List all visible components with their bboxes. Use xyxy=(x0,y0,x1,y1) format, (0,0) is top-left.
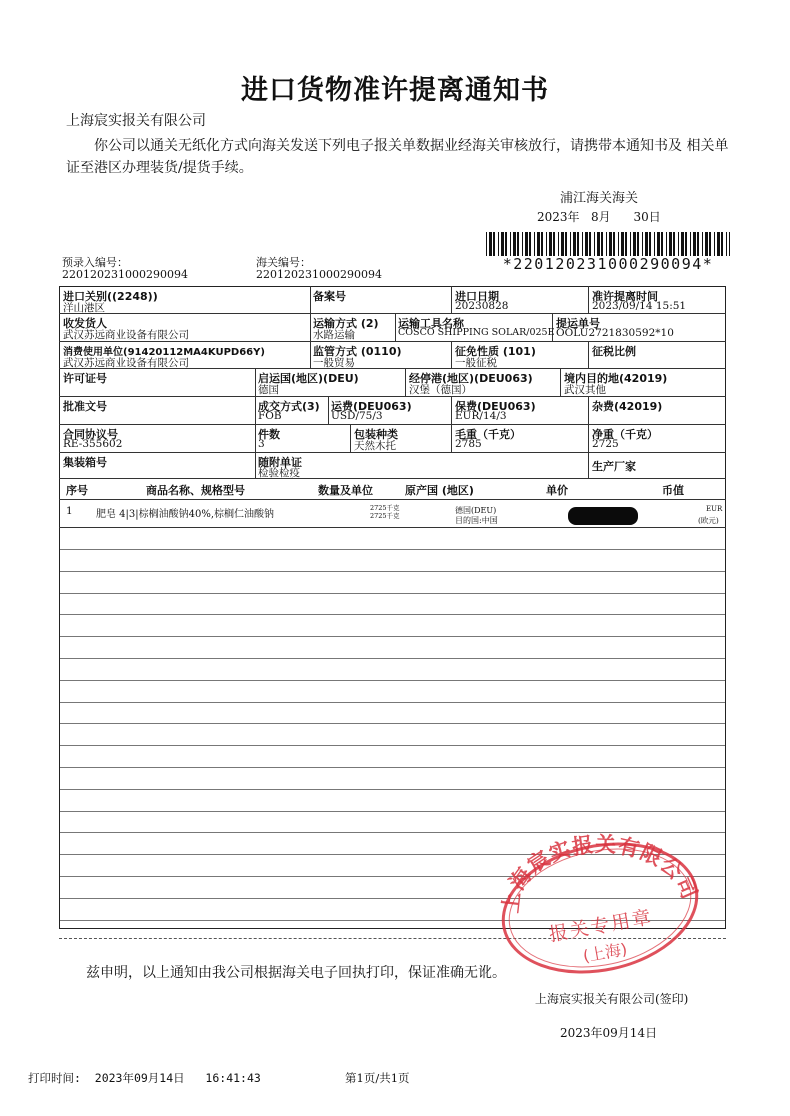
freight-value: USD/75/3 xyxy=(331,410,383,422)
misc-fee-label: 杂费(42019) xyxy=(592,400,663,413)
release-time-label: 准许提离时间 xyxy=(592,290,658,303)
print-time: 打印时间: 2023年09月14日 16:41:43 xyxy=(28,1071,261,1085)
barcode-bar xyxy=(625,232,627,256)
barcode-bar xyxy=(505,232,507,256)
company-seal xyxy=(492,826,707,976)
barcode-bar xyxy=(522,232,523,256)
entry-port-label: 进口关别((2248)) xyxy=(63,290,158,303)
customs-no-label: 海关编号： xyxy=(256,256,311,269)
transport-mode-label: 运输方式 (2) xyxy=(313,317,379,330)
barcode-bar xyxy=(633,232,636,256)
goods-rule-line xyxy=(60,767,725,768)
seal-company-text: 上海宸实报关有限公司 xyxy=(498,832,703,915)
goods-row-origin-2: 目的国:中国 xyxy=(455,516,498,525)
insurance-label: 保费(DEU063) xyxy=(455,400,536,413)
barcode-bar xyxy=(721,232,723,256)
barcode-bar xyxy=(529,232,531,256)
goods-row-origin-1: 德国(DEU) xyxy=(455,506,497,515)
barcode-bar xyxy=(589,232,591,256)
barcode-bar xyxy=(669,232,672,256)
barcode-bar xyxy=(570,232,571,256)
barcode-bar xyxy=(489,232,492,256)
goods-rule-line xyxy=(60,614,725,615)
goods-rule-line xyxy=(60,571,725,572)
barcode-bar xyxy=(558,232,559,256)
package-type-value: 天然木托 xyxy=(354,440,396,452)
consignee-label: 收发货人 xyxy=(63,317,107,330)
barcode-bar xyxy=(618,232,619,256)
goods-rule-line xyxy=(60,745,725,746)
attached-docs-label: 随附单证 xyxy=(258,456,302,469)
barcode-bar xyxy=(549,232,552,256)
notice-body: 你公司以通关无纸化方式向海关发送下列电子报关单数据业经海关审核放行，请携带本通知书及 相关单证至港区办理装货/提货手续。 xyxy=(66,138,729,176)
tax-ratio-label: 征税比例 xyxy=(592,345,636,358)
packages-value: 3 xyxy=(258,438,265,450)
goods-row-currency-2: (欧元) xyxy=(698,516,719,525)
pre-entry-value: 220120231000290094 xyxy=(62,268,188,281)
barcode-bar xyxy=(582,232,583,256)
barcode-bar xyxy=(681,232,684,256)
barcode-bar xyxy=(690,232,691,256)
bill-no-label: 提运单号 xyxy=(556,317,600,330)
origin-country-value: 德国 xyxy=(258,384,279,396)
gross-weight-value: 2785 xyxy=(455,438,482,450)
transit-port-label: 经停港(地区)(DEU063) xyxy=(409,372,533,385)
seal-location-text: (上海) xyxy=(581,939,629,966)
goods-row-currency-1: EUR xyxy=(706,505,723,513)
goods-col-seq: 序号 xyxy=(66,484,88,497)
barcode-bar xyxy=(705,232,708,256)
vessel-value: COSCO SHIPPING SOLAR/025E xyxy=(398,327,555,338)
transit-port-value: 汉堡（德国） xyxy=(409,384,472,396)
document-title: 进口货物准许提离通知书 xyxy=(241,75,549,106)
barcode-bar xyxy=(597,232,600,256)
barcode-bar xyxy=(661,232,663,256)
barcode-bar xyxy=(501,232,504,256)
contract-label: 合同协议号 xyxy=(63,428,118,441)
seal-purpose-text: 报关专用章 xyxy=(547,906,655,947)
approval-no-label: 批准文号 xyxy=(63,400,107,413)
sign-date: 2023年09月14日 xyxy=(560,1026,658,1040)
declaration-text: 兹申明，以上通知由我公司根据海关电子回执打印，保证准确无讹。 xyxy=(86,965,506,981)
barcode-bar xyxy=(645,232,648,256)
svg-text:上海宸实报关有限公司 xyxy=(498,832,702,914)
net-weight-value: 2725 xyxy=(592,438,619,450)
consumer-label: 消费使用单位(91420112MA4KUPD66Y) xyxy=(63,347,265,358)
goods-row-name: 肥皂 4|3|棕榈油酸钠40%,棕榈仁油酸钠 xyxy=(96,509,275,520)
pre-entry-label: 预录入编号： xyxy=(62,256,128,269)
goods-rule-line xyxy=(60,789,725,790)
barcode-bar xyxy=(621,232,624,256)
barcode-bar xyxy=(553,232,555,256)
barcode-bar xyxy=(565,232,567,256)
transport-mode-value: 水路运输 xyxy=(313,329,355,341)
supervision-label: 监管方式 (0110) xyxy=(313,345,402,358)
goods-row-seq: 1 xyxy=(66,505,73,517)
page-indicator: 第1页/共1页 xyxy=(345,1071,410,1085)
barcode-bar xyxy=(673,232,675,256)
insurance-value: EUR/14/3 xyxy=(455,410,507,422)
barcode-bar xyxy=(717,232,720,256)
barcode-bar xyxy=(666,232,667,256)
barcode-bar xyxy=(573,232,576,256)
goods-rule-line xyxy=(60,702,725,703)
import-date-value: 20230828 xyxy=(455,300,509,312)
barcode-bar xyxy=(510,232,511,256)
packages-label: 件数 xyxy=(258,428,280,441)
barcode-bar xyxy=(525,232,528,256)
goods-rule-line xyxy=(60,680,725,681)
barcode-bar xyxy=(649,232,651,256)
levy-nature-label: 征免性质 (101) xyxy=(455,345,536,358)
barcode-bar xyxy=(654,232,655,256)
barcode-bar xyxy=(561,232,564,256)
barcode xyxy=(486,232,730,256)
barcode-bar xyxy=(657,232,660,256)
origin-country-label: 启运国(地区)(DEU) xyxy=(258,372,359,385)
goods-rule-line xyxy=(60,549,725,550)
barcode-text: *220120231000290094* xyxy=(502,255,714,273)
customs-no-value: 220120231000290094 xyxy=(256,268,382,281)
barcode-bar xyxy=(693,232,696,256)
deal-mode-value: FOB xyxy=(258,410,282,422)
license-label: 许可证号 xyxy=(63,372,107,385)
goods-rule-line xyxy=(60,811,725,812)
package-type-label: 包装种类 xyxy=(354,428,398,441)
barcode-bar xyxy=(513,232,516,256)
barcode-bar xyxy=(714,232,715,256)
recipient-company: 上海宸实报关有限公司 xyxy=(66,113,206,129)
barcode-bar xyxy=(486,232,487,256)
levy-nature-value: 一般征税 xyxy=(455,357,497,369)
barcode-bar xyxy=(709,232,711,256)
deal-mode-label: 成交方式(3) xyxy=(258,400,320,413)
goods-rule-line xyxy=(60,658,725,659)
manufacturer-label: 生产厂家 xyxy=(592,460,636,473)
goods-row-qty-2: 2725千克 xyxy=(370,512,400,520)
redacted-unit-price xyxy=(568,507,638,525)
barcode-bar xyxy=(541,232,543,256)
freight-label: 运费(DEU063) xyxy=(331,400,412,413)
domestic-dest-label: 境内目的地(42019) xyxy=(564,372,668,385)
domestic-dest-value: 武汉其他 xyxy=(564,384,606,396)
barcode-bar xyxy=(697,232,699,256)
barcode-bar xyxy=(630,232,631,256)
barcode-bar xyxy=(642,232,643,256)
record-no-label: 备案号 xyxy=(313,290,346,303)
goods-rule-line xyxy=(60,723,725,724)
bill-no-value: OOLU2721830592*10 xyxy=(556,327,674,339)
barcode-bar xyxy=(594,232,595,256)
gross-weight-label: 毛重（千克） xyxy=(455,428,521,441)
goods-col-name: 商品名称、规格型号 xyxy=(146,484,245,497)
notice-date: 2023年 8月 30日 xyxy=(537,210,661,224)
net-weight-label: 净重（千克） xyxy=(592,428,658,441)
barcode-bar xyxy=(726,232,727,256)
consumer-value: 武汉苏远商业设备有限公司 xyxy=(63,357,189,369)
barcode-bar xyxy=(702,232,703,256)
container-no-label: 集装箱号 xyxy=(63,456,107,469)
barcode-bar xyxy=(498,232,499,256)
barcode-bar xyxy=(729,232,730,256)
goods-col-price: 单价 xyxy=(546,484,568,497)
barcode-bar xyxy=(601,232,603,256)
barcode-bar xyxy=(606,232,607,256)
barcode-bar xyxy=(537,232,540,256)
barcode-bar xyxy=(678,232,679,256)
barcode-bar xyxy=(493,232,495,256)
barcode-bar xyxy=(534,232,535,256)
barcode-bar xyxy=(613,232,615,256)
attached-docs-value: 检验检疫 xyxy=(258,467,300,479)
goods-row-qty-1: 2725千克 xyxy=(370,504,400,512)
barcode-bar xyxy=(609,232,612,256)
signature: 上海宸实报关有限公司(签印) xyxy=(535,992,689,1006)
goods-col-origin: 原产国 (地区) xyxy=(405,484,474,497)
entry-port-value: 洋山港区 xyxy=(63,302,105,314)
contract-value: RE-355602 xyxy=(63,438,123,450)
barcode-bar xyxy=(577,232,579,256)
barcode-bar xyxy=(585,232,588,256)
supervision-value: 一般贸易 xyxy=(313,357,355,369)
barcode-bar xyxy=(637,232,639,256)
goods-rule-line xyxy=(60,593,725,594)
goods-col-qty: 数量及单位 xyxy=(318,484,373,497)
barcode-bar xyxy=(546,232,547,256)
consignee-value: 武汉苏远商业设备有限公司 xyxy=(63,329,189,341)
vessel-label: 运输工具名称 xyxy=(398,317,464,330)
import-date-label: 进口日期 xyxy=(455,290,499,303)
customs-office: 浦江海关海关 xyxy=(560,191,639,206)
barcode-bar xyxy=(517,232,519,256)
release-time-value: 2023/09/14 15:51 xyxy=(592,300,687,312)
goods-col-currency: 币值 xyxy=(662,484,684,497)
goods-rule-line xyxy=(60,636,725,637)
barcode-bar xyxy=(685,232,687,256)
